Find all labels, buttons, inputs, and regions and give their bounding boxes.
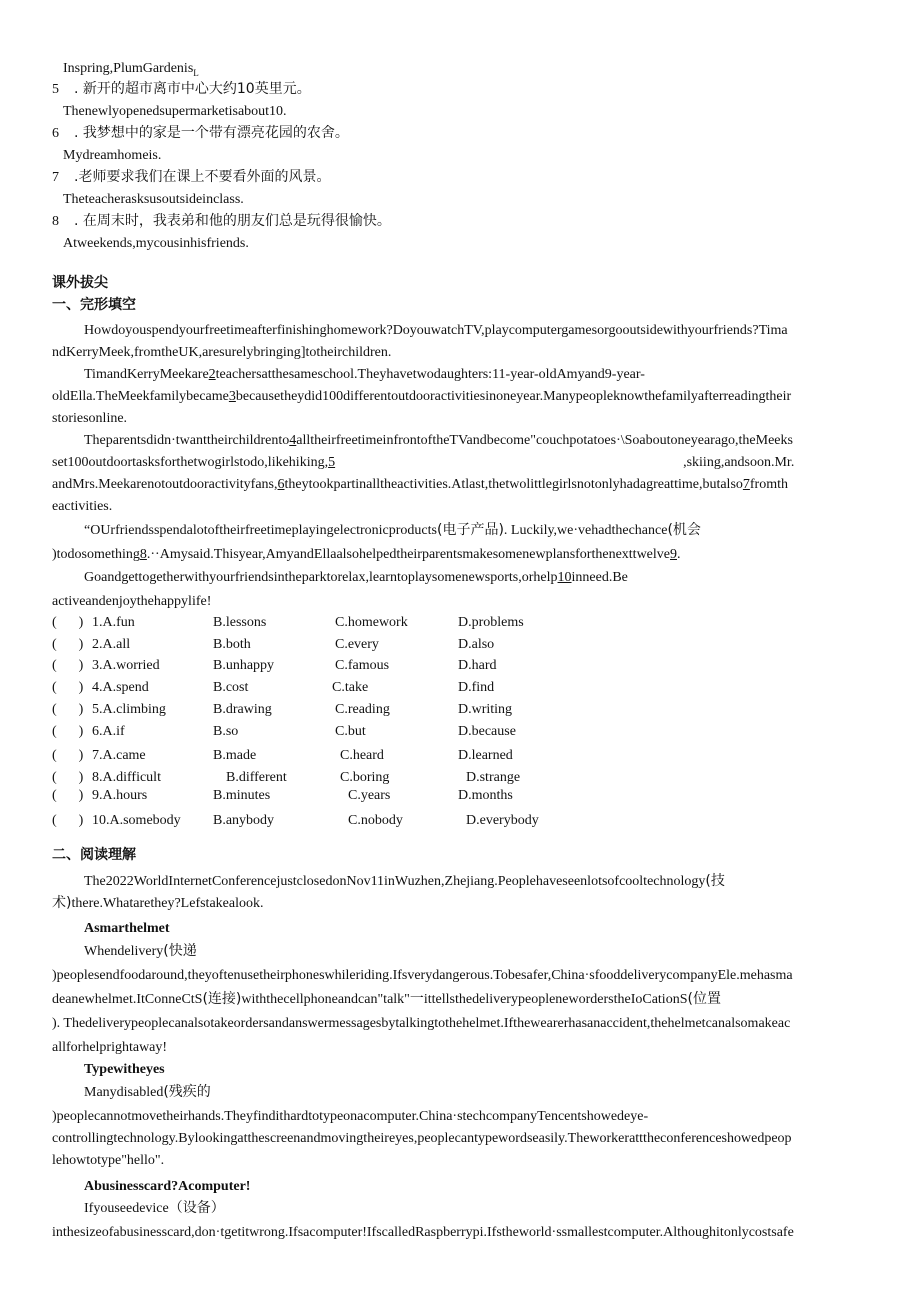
option-a: 5.A.climbing (92, 702, 166, 717)
answer-paren[interactable]: ( ) (52, 615, 84, 630)
reading-line: allforhelprightaway! (52, 1040, 168, 1055)
question-row (0, 721, 920, 742)
option-b: B.cost (213, 680, 249, 695)
question-row (0, 655, 920, 676)
reading-line: lehowtotype"hello". (52, 1153, 165, 1168)
translation-answer-7: Theteacherasksusoutsideinclass. (63, 192, 244, 207)
option-a: 10.A.somebody (92, 813, 181, 828)
blank-7: 7 (742, 477, 750, 492)
reading-line: controllingtechnology.Bylookingatthescreenandmovingtheireyes,peoplecantypewordseasily.Theworkeratttheconferenceshowedpeop (52, 1131, 792, 1146)
cloze-line: ndKerryMeek,fromtheUK,aresurelybringing]totheirchildren. (52, 345, 392, 360)
translation-answer-6: Mydreamhomeis. (63, 148, 162, 163)
option-d: D.problems (458, 615, 524, 630)
option-c: C.every (335, 637, 379, 652)
cloze-line: oldElla.TheMeekfamilybecame3becausetheydid100differentoutdooractivitiesinoneyear.Manypeopleknowthefamilyafterreadingtheir (52, 389, 792, 404)
cloze-line: storiesonline. (52, 411, 128, 426)
reading-line: deanewhelmet.ItConneCtS(连接)withthecellphoneandcan"talk"一ittellsthedeliverypeopleneworderstheIoCationS(位置 (52, 991, 721, 1007)
answer-paren[interactable]: ( ) (52, 658, 84, 673)
reading-subheading: Asmarthelmet (84, 921, 170, 936)
blank-2: 2 (208, 367, 216, 382)
answer-paren[interactable]: ( ) (52, 813, 84, 828)
translation-item-8: 8 . 在周末时，我表弟和他的朋友们总是玩得很愉快。 (52, 213, 391, 229)
reading-line: 术)there.Whatarethey?Lefstakealook. (52, 895, 264, 911)
option-d: D.find (458, 680, 495, 695)
reading-subheading: Typewitheyes (84, 1062, 165, 1077)
option-a: 1.A.fun (92, 615, 135, 630)
option-b: B.different (226, 770, 287, 785)
reading-line: Ifyouseedevice（设备） (84, 1200, 225, 1216)
question-row (0, 745, 920, 766)
section-reading-heading: 二、阅读理解 (52, 847, 136, 863)
answer-paren[interactable]: ( ) (52, 748, 84, 763)
option-c: C.boring (340, 770, 390, 785)
option-b: B.lessons (213, 615, 267, 630)
option-c: C.years (348, 788, 391, 803)
option-d: D.learned (458, 748, 513, 763)
cloze-line: )todosomething8.··Amysaid.Thisyear,AmyandEllaalsohelpedtheirparentsmakesomenewplansforthenexttwelve9. (52, 547, 681, 562)
answer-paren[interactable]: ( ) (52, 788, 84, 803)
option-b: B.minutes (213, 788, 271, 803)
option-b: B.unhappy (213, 658, 275, 673)
translation-item-7: 7 .老师要求我们在课上不要看外面的风景。 (52, 169, 331, 185)
option-b: B.both (213, 637, 251, 652)
question-row (0, 677, 920, 698)
answer-paren[interactable]: ( ) (52, 680, 84, 695)
option-a: 2.A.all (92, 637, 131, 652)
answer-paren[interactable]: ( ) (52, 770, 84, 785)
question-row (0, 699, 920, 720)
option-c: C.reading (335, 702, 390, 717)
reading-line: The2022WorldInternetConferencejustclosedonNov11inWuzhen,Zhejiang.Peoplehaveseenlotsofcooltechnology(技 (84, 873, 725, 889)
cloze-line: Howdoyouspendyourfreetimeafterfinishinghomework?DoyouwatchTV,playcomputergamesorgooutsidewithyourfriends?Tima (84, 323, 788, 338)
option-c: C.homework (335, 615, 408, 630)
option-d: D.because (458, 724, 516, 739)
blank-9: 9 (670, 547, 677, 562)
option-a: 4.A.spend (92, 680, 149, 695)
option-c: C.take (332, 680, 369, 695)
option-a: 9.A.hours (92, 788, 148, 803)
option-c: C.nobody (348, 813, 403, 828)
option-d: D.everybody (466, 813, 539, 828)
option-a: 3.A.worried (92, 658, 160, 673)
blank-1: ] (300, 345, 306, 360)
reading-line: Whendelivery(快递 (84, 943, 197, 959)
option-b: B.anybody (213, 813, 275, 828)
blank-5: 5 (328, 455, 336, 470)
option-c: C.famous (335, 658, 390, 673)
option-b: B.drawing (213, 702, 272, 717)
option-a: 8.A.difficult (92, 770, 161, 785)
question-row (0, 785, 920, 806)
answer-paren[interactable]: ( ) (52, 724, 84, 739)
translation-item-6: 6 . 我梦想中的家是一个带有漂亮花园的农舍。 (52, 125, 349, 141)
question-row (0, 810, 920, 831)
translation-answer-8: Atweekends,mycousinhisfriends. (63, 236, 249, 251)
reading-line: )peoplesendfoodaround,theyoftenusetheirphoneswhileriding.Ifsverydangerous.Tobesafer,China·sfooddeliverycompanyEle.mehasma (52, 968, 793, 983)
option-b: B.made (213, 748, 257, 763)
reading-line: ). Thedeliverypeoplecanalsotakeordersandanswermessagesbytalkingtothehelmet.Ifthewearerhasanaccident,thehelmetcanalsomakeac (52, 1016, 791, 1031)
cloze-line: eactivities. (52, 499, 113, 514)
cloze-line: “OUrfriendsspendalotoftheirfreetimeplayingelectronicproducts(电子产品). Luckily,we·vehadthechance(机会 (84, 522, 701, 538)
reading-line: )peoplecannotmovetheirhands.Theyfindithardtotypeonacomputer.China·stechcompanyTencentshowedeye- (52, 1109, 649, 1124)
reading-line: Manydisabled(残疾的 (84, 1084, 211, 1100)
blank-6: 6 (277, 477, 285, 492)
question-row (0, 634, 920, 655)
cloze-line: andMrs.Meekarenotoutdooractivityfans,6theytookpartinalltheactivities.Atlast,thetwolittlegirlsnotonlyhadagreattime,butalso7fromth (52, 477, 788, 492)
option-c: C.but (335, 724, 366, 739)
blank-8: 8 (139, 547, 147, 562)
answer-paren[interactable]: ( ) (52, 702, 84, 717)
cloze-line: set100outdoortasksforthetwogirlstodo,likehiking,5 ,skiing,andsoon.Mr. (52, 455, 795, 470)
cloze-line: activeandenjoythehappylife! (52, 594, 212, 609)
option-a: 7.A.came (92, 748, 146, 763)
option-c: C.heard (340, 748, 384, 763)
blank-10: 10 (557, 570, 572, 585)
blank-4: 4 (289, 433, 297, 448)
reading-line: inthesizeofabusinesscard,don·tgetitwrong.Ifsacomputer!IfscalledRaspberrypi.Ifstheworld·ssmallestcomputer.Althoughitonlycostsafe (52, 1225, 794, 1240)
reading-subheading: Abusinesscard?Acomputer! (84, 1179, 251, 1194)
option-d: D.writing (458, 702, 513, 717)
carry-line: Inspring,PlumGardenis$_L$ (63, 61, 199, 78)
section-title: 课外拔尖 (52, 275, 108, 291)
option-a: 6.A.if (92, 724, 125, 739)
option-d: D.strange (466, 770, 521, 785)
cloze-line: Theparentsdidn·twanttheirchildrento4alltheirfreetimeinfrontoftheTVandbecome"couchpotatoes·\Soaboutoneyearago,theMeeks (84, 433, 793, 448)
blank-3: 3 (228, 389, 236, 404)
option-d: D.also (458, 637, 495, 652)
translation-answer-5: Thenewlyopenedsupermarketisabout10. (63, 104, 287, 119)
section-cloze-heading: 一、完形填空 (52, 297, 136, 313)
cloze-line: Goandgettogetherwithyourfriendsintheparktorelax,learntoplaysomenewsports,orhelp10inneed.Be (84, 570, 628, 585)
answer-paren[interactable]: ( ) (52, 637, 84, 652)
option-d: D.months (458, 788, 513, 803)
translation-item-5: 5 . 新开的超市离市中心大约10英里元。 (52, 81, 311, 97)
question-row (0, 612, 920, 633)
cloze-line: TimandKerryMeekare2teachersatthesameschool.Theyhavetwodaughters:11-year-oldAmyand9-year- (84, 367, 645, 382)
option-b: B.so (213, 724, 239, 739)
option-d: D.hard (458, 658, 497, 673)
